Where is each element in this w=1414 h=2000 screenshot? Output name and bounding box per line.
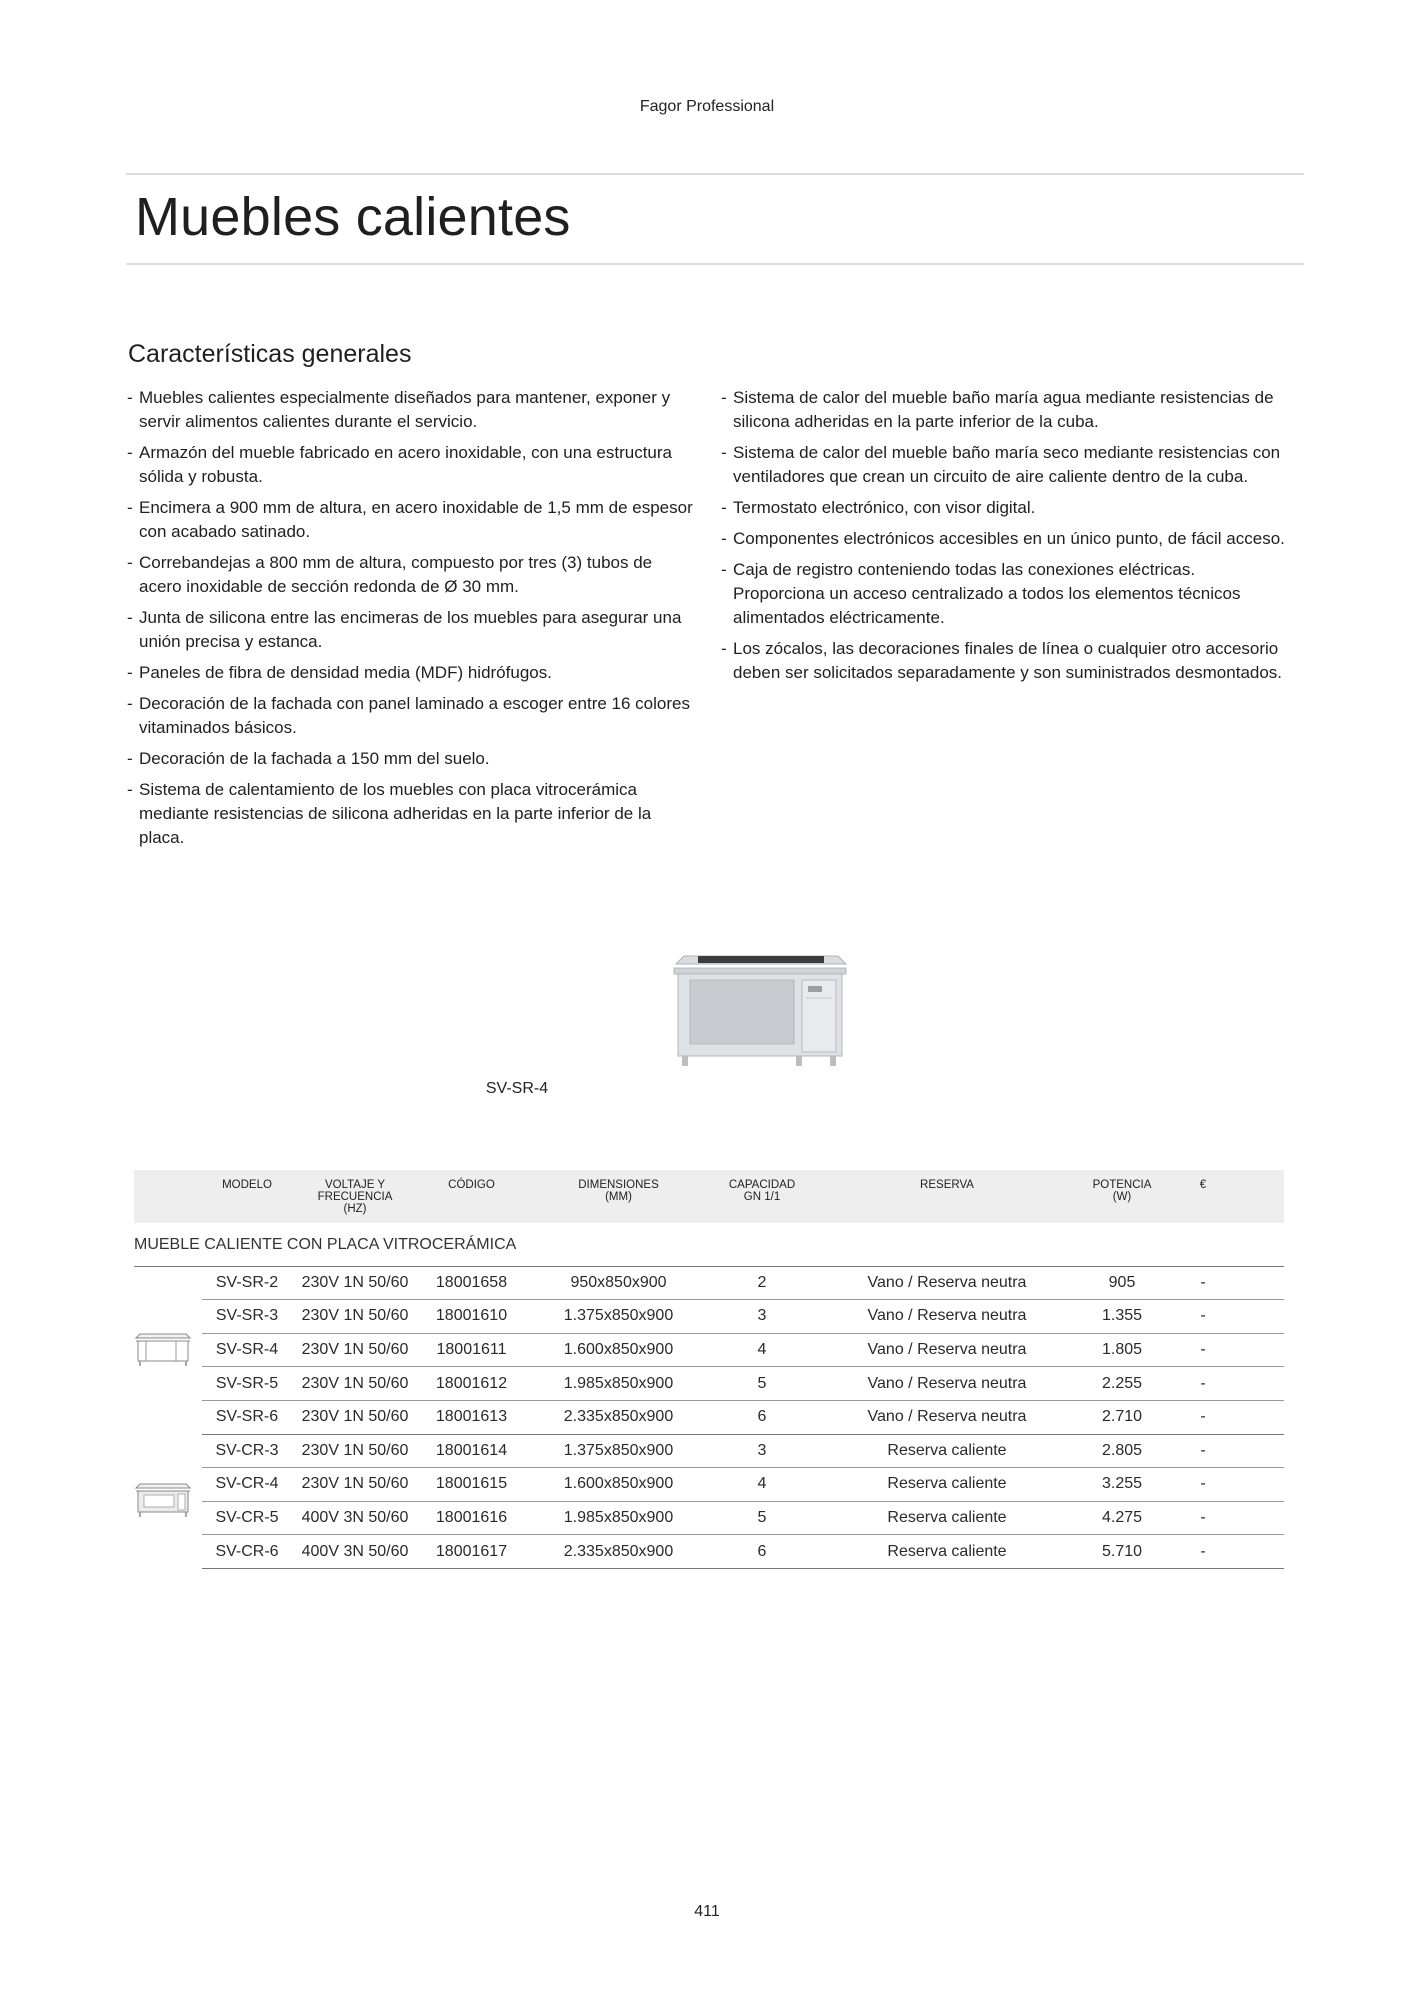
cell-dimensiones: 1.375x850x900 (525, 1300, 712, 1334)
features-right-column (720, 386, 1290, 692)
cell-precio: - (1162, 1300, 1244, 1334)
cell-voltaje: 230V 1N 50/60 (292, 1333, 418, 1367)
cell-potencia: 2.710 (1082, 1400, 1162, 1434)
header-voltaje: VOLTAJE Y FRECUENCIA (HZ) (292, 1170, 418, 1223)
page-title: Muebles calientes (135, 187, 571, 247)
cell-voltaje: 230V 1N 50/60 (292, 1367, 418, 1401)
cell-codigo: 18001612 (418, 1367, 525, 1401)
feature-item: - Encimera a 900 mm de altura, en acero inoxidable de 1,5 mm de espesor con acabado satinado. (126, 496, 696, 544)
cell-capacidad: 3 (712, 1434, 812, 1468)
cell-spacer (1244, 1400, 1284, 1434)
cell-spacer (1244, 1535, 1284, 1569)
cell-codigo: 18001658 (418, 1266, 525, 1300)
cell-codigo: 18001614 (418, 1434, 525, 1468)
cell-codigo: 18001611 (418, 1333, 525, 1367)
cell-potencia: 4.275 (1082, 1501, 1162, 1535)
cell-voltaje: 230V 1N 50/60 (292, 1400, 418, 1434)
cell-precio: - (1162, 1501, 1244, 1535)
feature-item: - Decoración de la fachada con panel laminado a escoger entre 16 colores vitaminados básicos. (126, 692, 696, 740)
cell-modelo: SV-SR-3 (202, 1300, 292, 1334)
table-row (134, 1300, 1284, 1334)
product-caption-text: SV-SR-4 (485, 1080, 549, 1097)
counter-cr-thumbnail (134, 1479, 192, 1519)
cell-capacidad: 5 (712, 1501, 812, 1535)
cell-potencia: 905 (1082, 1266, 1162, 1300)
feature-item: - Termostato electrónico, con visor digital. (720, 496, 1290, 520)
product-caption (0, 1080, 1414, 1098)
header-precio: € (1162, 1170, 1244, 1223)
cell-reserva: Reserva caliente (812, 1501, 1082, 1535)
cell-voltaje: 400V 3N 50/60 (292, 1535, 418, 1569)
cell-spacer (1244, 1367, 1284, 1401)
table-row (134, 1434, 1284, 1468)
cell-capacidad: 6 (712, 1400, 812, 1434)
cell-codigo: 18001615 (418, 1468, 525, 1502)
title-bottom-rule (126, 263, 1304, 265)
cell-reserva: Reserva caliente (812, 1535, 1082, 1569)
cell-reserva: Reserva caliente (812, 1468, 1082, 1502)
product-image (670, 950, 850, 1070)
cell-potencia: 1.355 (1082, 1300, 1162, 1334)
cell-capacidad: 5 (712, 1367, 812, 1401)
counter-sr-thumbnail (134, 1328, 192, 1368)
header-codigo: CÓDIGO (418, 1170, 525, 1223)
features-left-column (126, 386, 696, 857)
cell-potencia: 1.805 (1082, 1333, 1162, 1367)
title-top-rule (126, 173, 1304, 175)
cell-precio: - (1162, 1400, 1244, 1434)
cell-modelo: SV-CR-3 (202, 1434, 292, 1468)
header-potencia: POTENCIA (W) (1082, 1170, 1162, 1223)
cell-capacidad: 4 (712, 1468, 812, 1502)
cell-dimensiones: 1.985x850x900 (525, 1367, 712, 1401)
feature-item: - Sistema de calentamiento de los muebles con placa vitrocerámica mediante resistencias de silicona adheridas en la parte inferior de la placa. (126, 778, 696, 850)
cell-voltaje: 230V 1N 50/60 (292, 1266, 418, 1300)
header-spacer (1244, 1170, 1284, 1223)
cell-modelo: SV-SR-2 (202, 1266, 292, 1300)
cell-precio: - (1162, 1367, 1244, 1401)
cell-voltaje: 230V 1N 50/60 (292, 1300, 418, 1334)
feature-item: - Componentes electrónicos accesibles en un único punto, de fácil acceso. (720, 527, 1290, 551)
cell-capacidad: 3 (712, 1300, 812, 1334)
table-row (134, 1501, 1284, 1535)
table-header-row (134, 1170, 1284, 1223)
cell-reserva: Vano / Reserva neutra (812, 1333, 1082, 1367)
cell-dimensiones: 1.600x850x900 (525, 1468, 712, 1502)
header-capacidad: CAPACIDAD GN 1/1 (712, 1170, 812, 1223)
feature-item: - Armazón del mueble fabricado en acero inoxidable, con una estructura sólida y robusta. (126, 441, 696, 489)
feature-item: - Decoración de la fachada a 150 mm del suelo. (126, 747, 696, 771)
table-row (134, 1333, 1284, 1367)
cell-precio: - (1162, 1266, 1244, 1300)
table-row (134, 1367, 1284, 1401)
feature-item: - Caja de registro conteniendo todas las conexiones eléctricas. Proporciona un acceso centralizado a todos los elementos técnicos alimentados eléctricamente. (720, 558, 1290, 630)
cell-potencia: 3.255 (1082, 1468, 1162, 1502)
feature-item: - Junta de silicona entre las encimeras de los muebles para asegurar una unión precisa y estanca. (126, 606, 696, 654)
page-number: 411 (694, 1903, 720, 1920)
table-row (134, 1400, 1284, 1434)
cell-dimensiones: 950x850x900 (525, 1266, 712, 1300)
cell-codigo: 18001610 (418, 1300, 525, 1334)
cell-spacer (1244, 1501, 1284, 1535)
table-row (134, 1468, 1284, 1502)
header-modelo: MODELO (202, 1170, 292, 1223)
feature-item: - Los zócalos, las decoraciones finales de línea o cualquier otro accesorio deben ser solicitados separadamente y son suministrados desmontados. (720, 637, 1290, 685)
cell-modelo: SV-SR-6 (202, 1400, 292, 1434)
cell-voltaje: 400V 3N 50/60 (292, 1501, 418, 1535)
header-image-cell (134, 1170, 202, 1223)
cell-modelo: SV-CR-5 (202, 1501, 292, 1535)
cell-capacidad: 4 (712, 1333, 812, 1367)
cell-reserva: Reserva caliente (812, 1434, 1082, 1468)
cell-codigo: 18001613 (418, 1400, 525, 1434)
cell-codigo: 18001616 (418, 1501, 525, 1535)
cell-capacidad: 6 (712, 1535, 812, 1569)
feature-item: - Muebles calientes especialmente diseñados para mantener, exponer y servir alimentos calientes durante el servicio. (126, 386, 696, 434)
cell-reserva: Vano / Reserva neutra (812, 1400, 1082, 1434)
cell-dimensiones: 2.335x850x900 (525, 1535, 712, 1569)
cell-capacidad: 2 (712, 1266, 812, 1300)
cell-spacer (1244, 1468, 1284, 1502)
cell-precio: - (1162, 1468, 1244, 1502)
table-row (134, 1535, 1284, 1569)
cell-precio: - (1162, 1535, 1244, 1569)
table-group-title: MUEBLE CALIENTE CON PLACA VITROCERÁMICA (134, 1223, 1284, 1266)
cell-spacer (1244, 1266, 1284, 1300)
header-reserva: RESERVA (812, 1170, 1082, 1223)
header-dimensiones: DIMENSIONES (MM) (525, 1170, 712, 1223)
cell-voltaje: 230V 1N 50/60 (292, 1468, 418, 1502)
cell-voltaje: 230V 1N 50/60 (292, 1434, 418, 1468)
cell-potencia: 2.805 (1082, 1434, 1162, 1468)
group-cr-thumbnail-cell (134, 1434, 202, 1568)
cell-precio: - (1162, 1434, 1244, 1468)
cell-reserva: Vano / Reserva neutra (812, 1300, 1082, 1334)
cell-modelo: SV-CR-6 (202, 1535, 292, 1569)
cell-dimensiones: 1.600x850x900 (525, 1333, 712, 1367)
feature-item: - Paneles de fibra de densidad media (MDF) hidrófugos. (126, 661, 696, 685)
cell-modelo: SV-CR-4 (202, 1468, 292, 1502)
brand-header: Fagor Professional (639, 98, 775, 115)
cell-spacer (1244, 1300, 1284, 1334)
table-row (134, 1266, 1284, 1300)
cell-dimensiones: 2.335x850x900 (525, 1400, 712, 1434)
cell-spacer (1244, 1434, 1284, 1468)
table-group-title-row (134, 1223, 1284, 1266)
section-title: Características generales (128, 340, 412, 368)
cell-reserva: Vano / Reserva neutra (812, 1266, 1082, 1300)
cell-modelo: SV-SR-5 (202, 1367, 292, 1401)
cell-potencia: 2.255 (1082, 1367, 1162, 1401)
cell-potencia: 5.710 (1082, 1535, 1162, 1569)
spec-table-wrapper (134, 1170, 1284, 1569)
cell-reserva: Vano / Reserva neutra (812, 1367, 1082, 1401)
cell-modelo: SV-SR-4 (202, 1333, 292, 1367)
cell-dimensiones: 1.985x850x900 (525, 1501, 712, 1535)
cell-spacer (1244, 1333, 1284, 1367)
feature-item: - Sistema de calor del mueble baño maría seco mediante resistencias con ventiladores que crean un circuito de aire caliente dentro de la cuba. (720, 441, 1290, 489)
feature-item: - Sistema de calor del mueble baño maría agua mediante resistencias de silicona adheridas en la parte inferior de la cuba. (720, 386, 1290, 434)
cell-precio: - (1162, 1333, 1244, 1367)
cell-codigo: 18001617 (418, 1535, 525, 1569)
group-sr-thumbnail-cell (134, 1266, 202, 1434)
cell-dimensiones: 1.375x850x900 (525, 1434, 712, 1468)
spec-table (134, 1170, 1284, 1569)
feature-item: - Correbandejas a 800 mm de altura, compuesto por tres (3) tubos de acero inoxidable de sección redonda de Ø 30 mm. (126, 551, 696, 599)
